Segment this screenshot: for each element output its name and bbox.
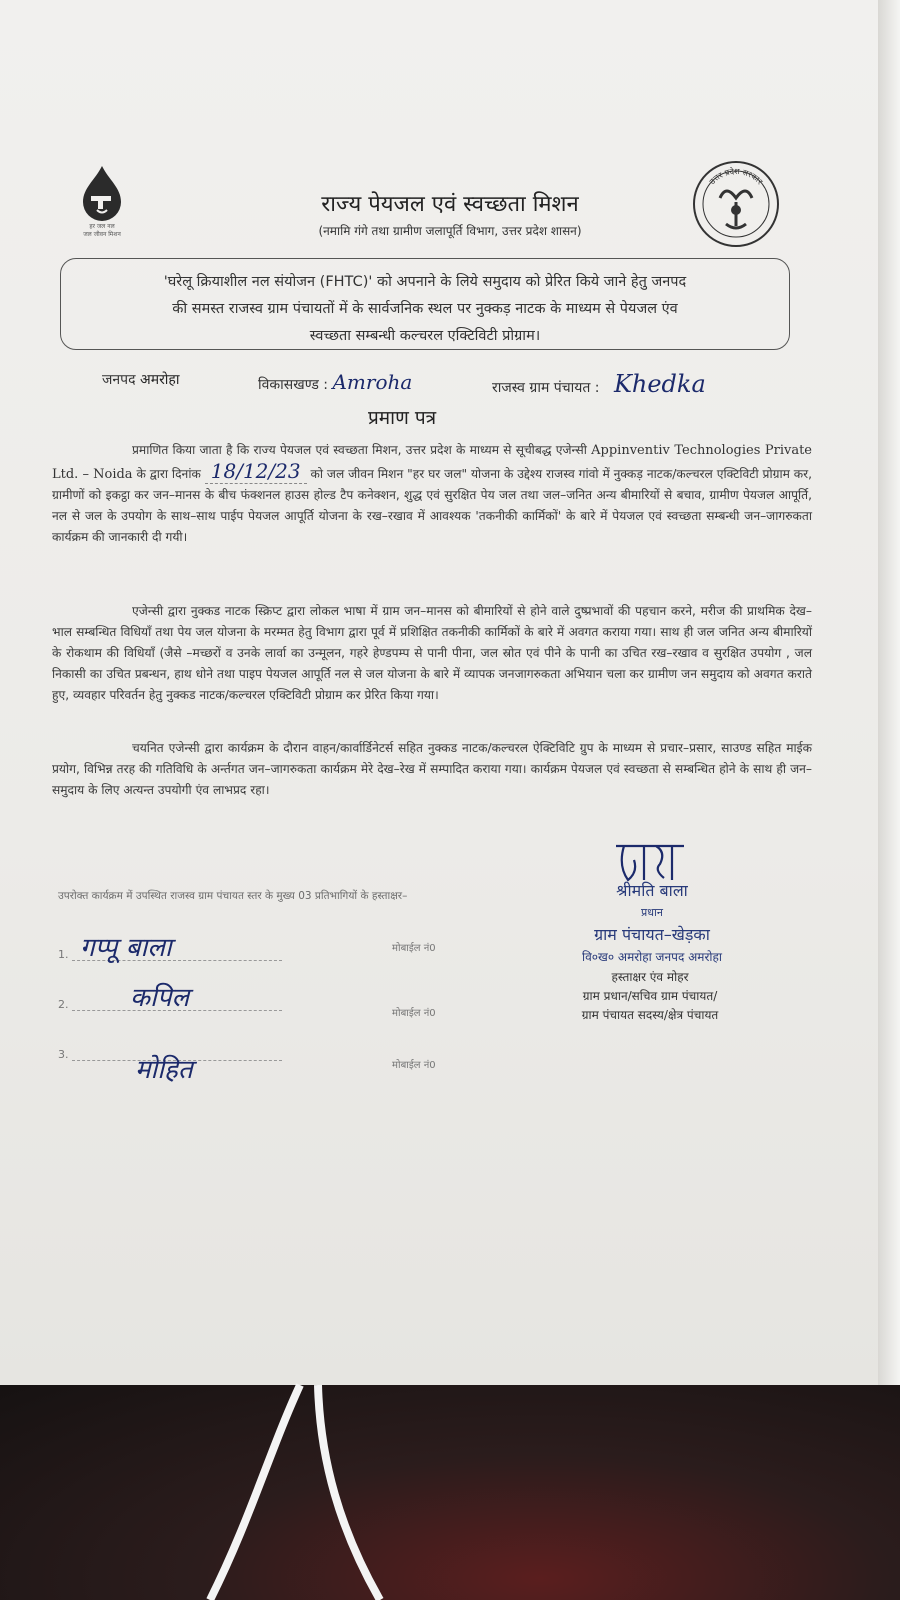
logo-caption-2: जल जीवन मिशन bbox=[83, 231, 121, 238]
p1-body: को जल जीवन मिशन "हर घर जल" योजना के उद्देश्य राजस्व गांवो में नुक्कड़ नाटक/कल्चरल एक्टिविटी प्रोग्राम कर, ग्रामीणों को इकट्ठा कर जन–मानस के बीच फंक्शनल हाउस होल्ड टैप कनेक्शन, शुद्ध एवं सुरक्षित पेय जल तथा जल–जनित अन्य बीमारियों से बचाव, ग्रामीण पेयजल आपूर्ति, नल से जल के उपयोग के साथ–साथ पाईप पेयजल आपूर्ति योजना के रख–रखाव में आवश्यक 'तकनीकी कार्मिकों' के बारे में पेयजल एवं स्वच्छता सम्बन्धी जन–जागरुकता कार्यक्रम की जानकारी दी गयी। bbox=[52, 467, 813, 544]
table-surface bbox=[0, 1385, 900, 1600]
paragraph-1 bbox=[52, 440, 812, 548]
p1-date-label: के द्वारा दिनांक bbox=[136, 467, 201, 481]
participant-name-2: कपिल bbox=[130, 983, 190, 1013]
gp-value: Khedka bbox=[613, 370, 706, 398]
participant-number: 3. bbox=[58, 1048, 69, 1061]
svg-text:उत्तर प्रदेश सरकार bbox=[708, 166, 765, 187]
stamp-gram-panchayat: ग्राम पंचायत–खेड़का bbox=[594, 925, 710, 944]
paragraph-2: एजेन्सी द्वारा नुक्कड नाटक स्क्रिप्ट द्वारा लोकल भाषा में ग्राम जन–मानस को बीमारियों से होने वाले दुष्प्रभावों की पहचान करने, मरीज की प्राथमिक देख–भाल सम्बन्धित विधियाँ तथा पेय जल योजना के मरम्मत हेतु विभाग द्वारा पूर्व में प्रशिक्षित तकनीकी कार्मिकों के बारे में अवगत कराया गया। साथ ही जल जनित अन्य बीमारियों के रोकथाम की विधियाँ (जैसे –मच्छरों व उनके लार्वा का उन्मूलन, गहरे हेण्डपम्प से पानी पीना, जल स्रोत एवं पीने के पानी का उचित रख–रखाव व सुरक्षित उपयोग , जल निकासी का उचित प्रबन्धन, हाथ धोने तथा पाइप पेयजल आपूर्ति नल से जल योजना के बारे में व्यापक जनजागरुकता अभियान चला कर ग्रामीण जन समुदाय को अवगत कराते हुए, व्यवहार परिवर्तन हेतु नुक्कड नाटक/कल्चरल एक्टिविटी प्रोग्राम कर प्रेरित किया गया। bbox=[52, 604, 812, 702]
page-title: राज्य पेयजल एवं स्वच्छता मिशन bbox=[321, 192, 579, 217]
participant-name-3: मोहित bbox=[135, 1055, 193, 1085]
program-date: 18/12/23 bbox=[205, 459, 307, 484]
banner-line-1: 'घरेलू क्रियाशील नल संयोजन (FHTC)' को अपनाने के लिये समुदाय को प्रेरित किये जाने हेतु जनपद bbox=[163, 274, 687, 290]
participant-mobile-2: मोबाईल नं0 bbox=[392, 1008, 436, 1019]
jal-jeevan-mission-logo bbox=[75, 162, 155, 242]
stamp-name: श्रीमति बाला bbox=[616, 881, 688, 900]
participant-name-1: गप्पू बाला bbox=[80, 933, 172, 963]
logo-caption-1: हर जल नल bbox=[89, 223, 115, 230]
participant-mobile-1: मोबाईल नं0 bbox=[392, 943, 436, 954]
official-stamp bbox=[532, 880, 772, 968]
program-banner bbox=[60, 258, 790, 350]
participant-number: 1. bbox=[58, 948, 69, 961]
gp-field bbox=[492, 370, 706, 398]
p1-intro: प्रमाणित किया जाता है कि राज्य पेयजल एवं स्वच्छता मिशन, उत्तर प्रदेश के माध्यम से सूचीबद्ध एजेन्सी bbox=[132, 443, 587, 457]
block-field bbox=[258, 370, 412, 394]
block-label: विकासखण्ड : bbox=[258, 377, 329, 393]
banner-line-2: की समस्त राजस्व ग्राम पंचायतों में के सार्वजनिक स्थल पर नुक्कड़ नाटक के माध्यम से पेयजल एंव bbox=[172, 301, 678, 317]
district-value: अमरोहा bbox=[140, 372, 180, 388]
agency-name: Appinventiv Technologies Private Ltd. – Noida bbox=[52, 443, 813, 482]
certificate-title: प्रमाण पत्र bbox=[368, 407, 437, 429]
stamp-block: वि०ख० अमरोहा जनपद अमरोहा bbox=[582, 950, 722, 964]
stamp-role: प्रधान bbox=[641, 906, 663, 919]
up-government-emblem bbox=[690, 158, 782, 250]
gp-label: राजस्व ग्राम पंचायत : bbox=[492, 380, 600, 396]
participant-number: 2. bbox=[58, 998, 69, 1011]
banner-line-3: स्वच्छता सम्बन्धी कल्चरल एक्टिविटी प्रोग्राम। bbox=[309, 328, 541, 344]
paper-edge bbox=[878, 0, 900, 1385]
caption-line-3: ग्राम पंचायत सदस्य/क्षेत्र पंचायत bbox=[581, 1008, 719, 1022]
signature-caption bbox=[540, 968, 760, 1025]
block-value: Amroha bbox=[332, 370, 413, 394]
page-subtitle: (नमामि गंगे तथा ग्रामीण जलापूर्ति विभाग, उत्तर प्रदेश शासन) bbox=[318, 224, 582, 238]
caption-line-2: ग्राम प्रधान/सचिव ग्राम पंचायत/ bbox=[582, 989, 718, 1003]
district-label: जनपद bbox=[102, 372, 136, 388]
paragraph-3: चयनित एजेन्सी द्वारा कार्यक्रम के दौरान वाहन/कार्वार्डिनेटर्स सहित नुक्कड नाटक/कल्चरल ऐक्टिविटि ग्रुप के माध्यम से प्रचार–प्रसार, साउण्ड सहित माईक प्रयोग, विभिन्न तरह की गतिविधि के अर्न्तगत जन–जागरुकता कार्यक्रम मेरे देख–रेख में सम्पादित कराया गया। कार्यक्रम पेयजल एवं स्वच्छता से सम्बन्धित होने के साथ ही जन–समुदाय के लिए अत्यन्त उपयोगी एंव लाभप्रद रहा। bbox=[52, 741, 812, 797]
participant-mobile-3: मोबाईल नं0 bbox=[392, 1060, 436, 1071]
emblem-text: उत्तर प्रदेश सरकार bbox=[707, 166, 765, 187]
district-field bbox=[102, 370, 179, 389]
participants-intro: उपरोक्त कार्यक्रम में उपस्थित राजस्व ग्राम पंचायत स्तर के मुख्य 03 प्रतिभागियों के हस्ताक्षर– bbox=[58, 890, 408, 902]
caption-line-1: हस्ताक्षर एंव मोहर bbox=[611, 970, 689, 984]
